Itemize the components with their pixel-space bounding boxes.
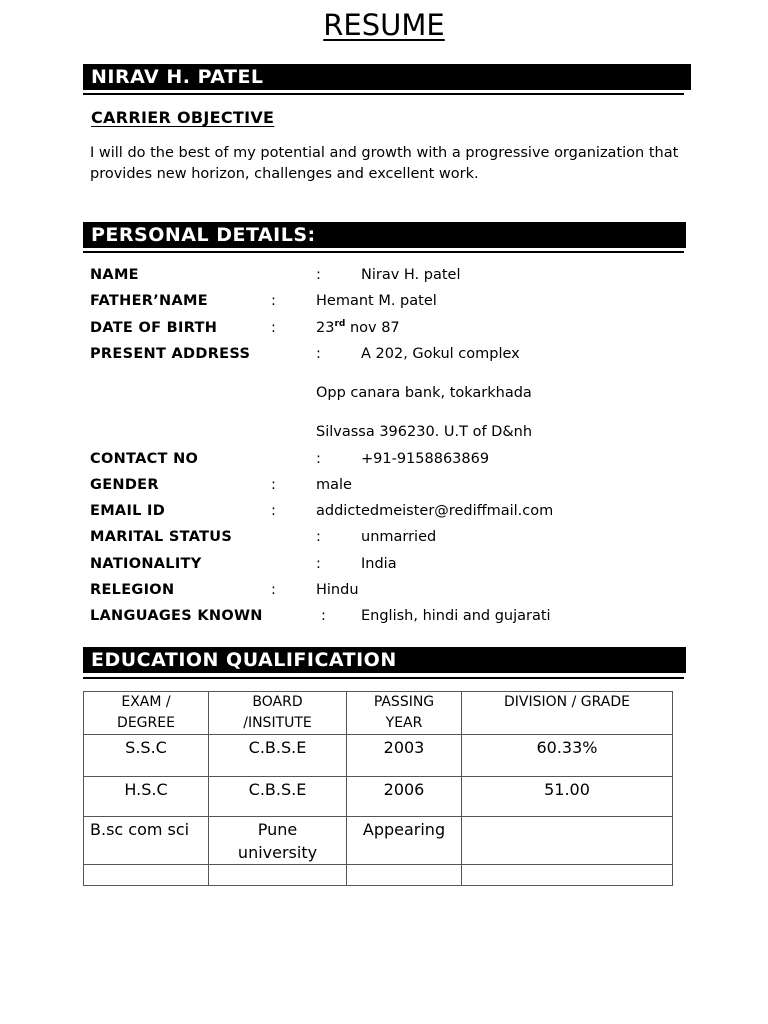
table-cell — [347, 865, 462, 886]
table-cell: C.B.S.E — [209, 735, 347, 777]
table-row — [84, 817, 673, 865]
header-grade: DIVISION / GRADE — [462, 692, 673, 735]
dob-value — [316, 318, 400, 338]
personal-details-heading: PERSONAL DETAILS: — [91, 224, 316, 246]
gender-value: male — [316, 477, 352, 493]
religion-value: Hindu — [316, 582, 359, 598]
father-colon: : — [271, 293, 276, 309]
table-cell: S.S.C — [84, 735, 209, 777]
address-line3: Silvassa 396230. U.T of D&nh — [316, 424, 533, 440]
table-cell: Appearing — [347, 817, 462, 865]
table-cell — [462, 865, 673, 886]
nationality-value: India — [361, 556, 397, 572]
table-cell: 51.00 — [462, 777, 673, 817]
name-bar — [83, 64, 691, 90]
marital-colon: : — [316, 529, 321, 545]
contact-label: CONTACT NO — [90, 451, 199, 467]
table-cell: 60.33% — [462, 735, 673, 777]
resume-title: RESUME — [323, 8, 445, 42]
personal-details-bar — [83, 222, 686, 248]
name-label: NAME — [90, 267, 139, 283]
marital-label: MARITAL STATUS — [90, 529, 233, 545]
objective-text: I will do the best of my potential and growth with a progressive organization that provides new horizon, challenges and excellent work. — [90, 145, 679, 182]
header-exam: EXAM / DEGREE — [84, 692, 209, 735]
table-cell: Pune university — [209, 817, 347, 865]
dob-rest: nov 87 — [345, 320, 400, 336]
languages-label: LANGUAGES KNOWN — [90, 608, 263, 624]
objective-heading: CARRIER OBJECTIVE — [91, 108, 275, 127]
table-cell: H.S.C — [84, 777, 209, 817]
email-colon: : — [271, 503, 276, 519]
education-table — [83, 691, 673, 886]
table-row — [84, 865, 673, 886]
education-bar — [83, 647, 686, 673]
address-label: PRESENT ADDRESS — [90, 346, 251, 362]
gender-label: GENDER — [90, 477, 159, 493]
education-divider — [83, 677, 684, 679]
religion-colon: : — [271, 582, 276, 598]
languages-colon: : — [321, 608, 326, 624]
name-colon: : — [316, 267, 321, 283]
table-header-row — [84, 692, 673, 735]
father-value: Hemant M. patel — [316, 293, 437, 309]
table-cell: B.sc com sci — [84, 817, 209, 865]
father-label: FATHER’NAME — [90, 293, 208, 309]
marital-value: unmarried — [361, 529, 437, 545]
candidate-name: NIRAV H. PATEL — [91, 66, 264, 88]
dob-suffix: rd — [334, 319, 346, 330]
gender-colon: : — [271, 477, 276, 493]
table-cell: 2006 — [347, 777, 462, 817]
dob-label: DATE OF BIRTH — [90, 320, 218, 336]
contact-value: +91-9158863869 — [361, 451, 490, 467]
dob-colon: : — [271, 320, 276, 336]
dob-day: 23 — [316, 320, 335, 336]
contact-colon: : — [316, 451, 321, 467]
address-line1: A 202, Gokul complex — [361, 346, 520, 362]
table-row — [84, 735, 673, 777]
table-cell: C.B.S.E — [209, 777, 347, 817]
table-row — [84, 777, 673, 817]
languages-value: English, hindi and gujarati — [361, 608, 551, 624]
nationality-colon: : — [316, 556, 321, 572]
name-value: Nirav H. patel — [361, 267, 461, 283]
header-board: BOARD /INSITUTE — [209, 692, 347, 735]
address-colon: : — [316, 346, 321, 362]
personal-divider — [83, 251, 684, 253]
table-cell — [209, 865, 347, 886]
header-year: PASSING YEAR — [347, 692, 462, 735]
religion-label: RELEGION — [90, 582, 175, 598]
education-heading: EDUCATION QUALIFICATION — [91, 649, 397, 671]
table-cell — [462, 817, 673, 865]
table-cell — [84, 865, 209, 886]
name-divider — [83, 93, 684, 95]
address-line2: Opp canara bank, tokarkhada — [316, 385, 532, 401]
email-label: EMAIL ID — [90, 503, 166, 519]
table-cell: 2003 — [347, 735, 462, 777]
nationality-label: NATIONALITY — [90, 556, 202, 572]
email-value: addictedmeister@rediffmail.com — [316, 503, 554, 519]
